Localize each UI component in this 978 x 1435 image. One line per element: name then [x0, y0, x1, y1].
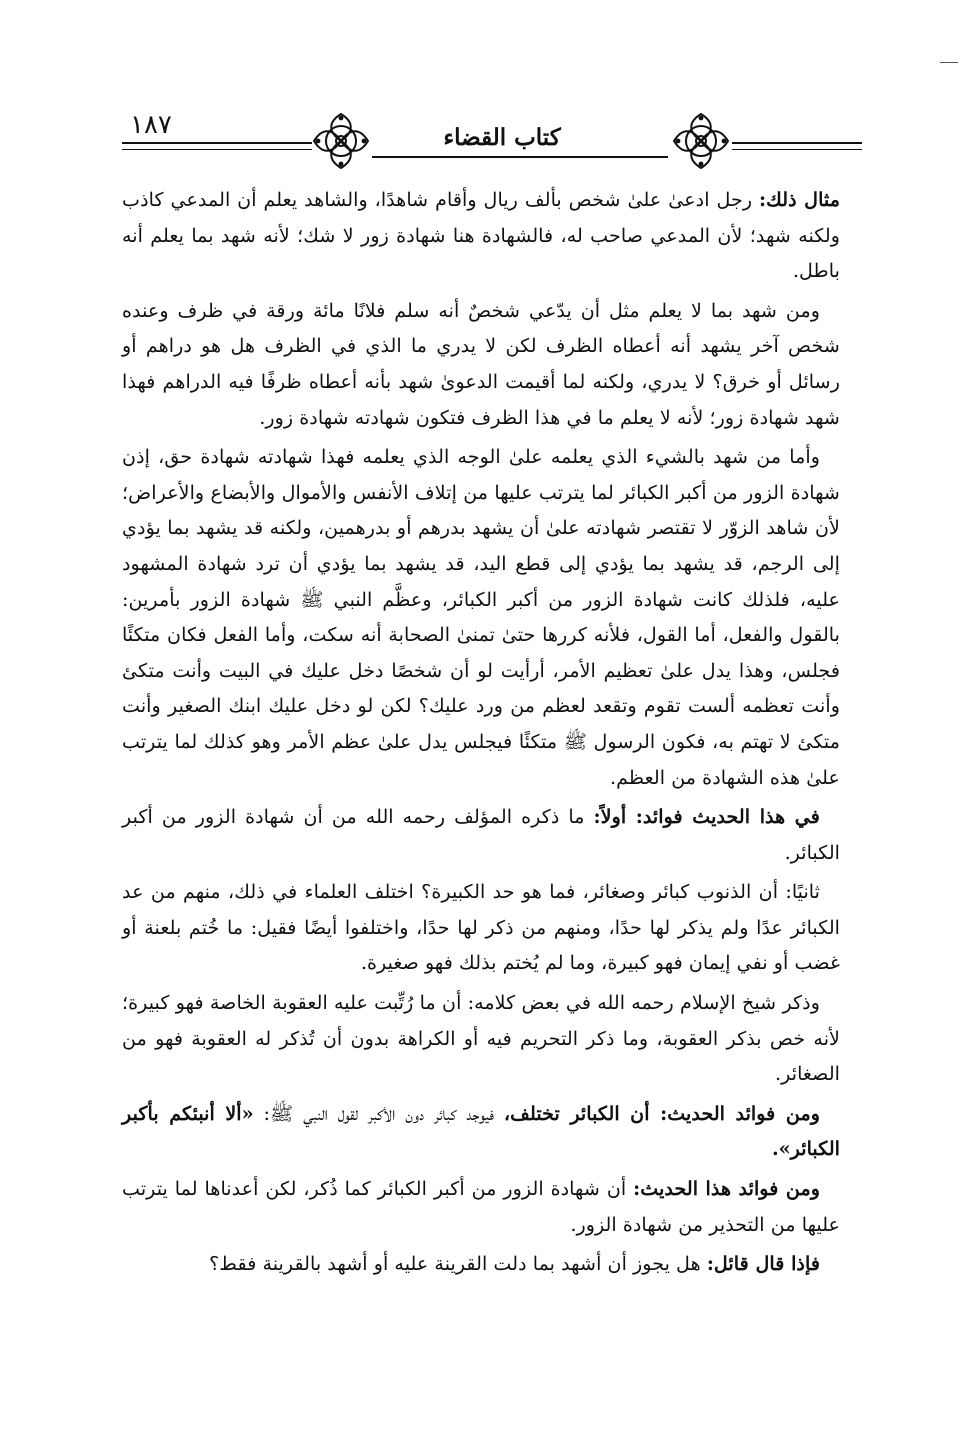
paragraph — [122, 1096, 840, 1167]
paragraph — [122, 439, 840, 795]
ornament-left-icon — [310, 110, 372, 172]
paragraph-text: وذكر شيخ الإسلام رحمه الله في بعض كلامه: أن ما رُتِّبت عليه العقوبة الخاصة فهو كبيرة؛ لأنه خص بذكر العقوبة، وما ذكر التحريم فيه أو الكراهة بدون أن تُذكر له العقوبة فهو من الصغائر. — [122, 991, 840, 1086]
ornament-right-icon — [670, 110, 732, 172]
hadith-quote: «ألا أنبئكم بأكبر الكبائر». — [122, 1101, 840, 1161]
paragraph — [122, 1246, 840, 1282]
page-body — [122, 182, 840, 1286]
paragraph — [122, 293, 840, 435]
paragraph-text: هل يجوز أن أشهد بما دلت القرينة عليه أو أشهد بالقرينة فقط؟ — [209, 1252, 707, 1276]
header-rule-left-thin — [122, 149, 312, 150]
header-rule-right-thin — [732, 149, 862, 150]
paragraph — [122, 182, 840, 289]
paragraph-lead: ومن فوائد الحديث: أن الكبائر تختلف، — [503, 1101, 820, 1125]
page-header — [122, 108, 862, 178]
paragraph-lead: فإذا قال قائل: — [706, 1252, 820, 1276]
page-number: ١٨٧ — [130, 110, 172, 140]
paragraph-lead: في هذا الحديث فوائد: أولاً: — [593, 805, 820, 829]
paragraph-text: ومن شهد بما لا يعلم مثل أن يدّعي شخصٌ أنه سلم فلانًا مائة ورقة في ظرف وعنده شخص آخر يشهد أنه أعطاه الظرف لكن لا يدري ما الذي في الظرف هل هو دراهم أو رسائل أو خرق؟ لا يدري، ولكنه لما أقيمت الدعوىٰ شهد بأنه أعطاه ظرفًا فيه الدراهم فهذا شهد شهادة زور؛ لأنه لا يعلم ما في هذا الظرف فتكون شهادته شهادة زور. — [122, 298, 840, 429]
paragraph-text: فيوجد كبائر دون الأكبر لقول النبي ﷺ: — [253, 1101, 504, 1125]
margin-mark — [940, 62, 958, 63]
paragraph-lead: مثال ذلك: — [759, 188, 840, 211]
book-title: كتاب القضاء — [443, 124, 561, 151]
paragraph-text: وأما من شهد بالشيء الذي يعلمه علىٰ الوجه الذي يعلمه فهذا شهادته شهادة حق، إذن شهادة الزور من أكبر الكبائر لما يترتب عليها من إتلاف الأنفس والأموال والأبضاع والأعراض؛ لأن شاهد الزوّر لا تقتصر شهادته علىٰ أن يشهد بدرهم أو بدرهمين، ولكنه قد يشهد بما يؤدي إلى الرجم، قد يشهد بما يؤدي إلى قطع اليد، قد يشهد بما يؤدي أن ترد شهادة المشهود عليه، فلذلك كانت شهادة الزور من أكبر الكبائر، وعظَّم النبي ﷺ شهادة الزور بأمرين: بالقول والفعل، أما القول، فلأنه كررها حتىٰ تمنىٰ الصحابة أنه سكت، وأما الفعل فكان متكئًا فجلس، وهذا يدل علىٰ تعظيم الأمر، أرأيت لو أن شخصًا دخل عليك في البيت وأنت متكئ وأنت تعظمه ألست تقوم وتقعد لعظم من ورد عليك؟ لكن لو دخل عليك ابنك الصغير وأنت متكئ لا تهتم به، فكون الرسول ﷺ متكئًا فيجلس يدل علىٰ عظم الأمر وهو كذلك لما يترتب علىٰ هذه الشهادة من العظم. — [122, 445, 840, 789]
paragraph — [122, 874, 840, 981]
paragraph-lead: ومن فوائد هذا الحديث: — [633, 1177, 820, 1201]
paragraph-text: ثانيًا: أن الذنوب كبائر وصغائر، فما هو حد الكبيرة؟ اختلف العلماء في ذلك، منهم من عد الكبائر عدًا ولم يذكر لها حدًا، ومنهم من ذكر لها حدًا، واختلفوا أيضًا فقيل: ما خُتم بلعنة أو غضب أو نفي إيمان فهو كبيرة، وما لم يُختم بذلك فهو صغيرة. — [122, 880, 840, 975]
header-rule-middle — [372, 156, 668, 158]
paragraph-text: رجل ادعىٰ علىٰ شخص بألف ريال وأقام شاهدًا، والشاهد يعلم أن المدعي كاذب ولكنه شهد؛ لأن المدعي صاحب له، فالشهادة هنا شهادة زور لا شك؛ لأنه شهد بما يعلم أنه باطل. — [122, 188, 840, 283]
header-rule-right — [732, 142, 862, 144]
header-rule-left — [122, 142, 312, 144]
paragraph — [122, 1171, 840, 1242]
paragraph-text: أن شهادة الزور من أكبر الكبائر كما ذُكر، لكن أعدناها لما يترتب عليها من التحذير من شهادة الزور. — [122, 1177, 840, 1236]
paragraph-text: ما ذكره المؤلف رحمه الله من أن شهادة الزور من أكبر الكبائر. — [122, 805, 840, 864]
paragraph — [122, 799, 840, 870]
paragraph — [122, 985, 840, 1092]
